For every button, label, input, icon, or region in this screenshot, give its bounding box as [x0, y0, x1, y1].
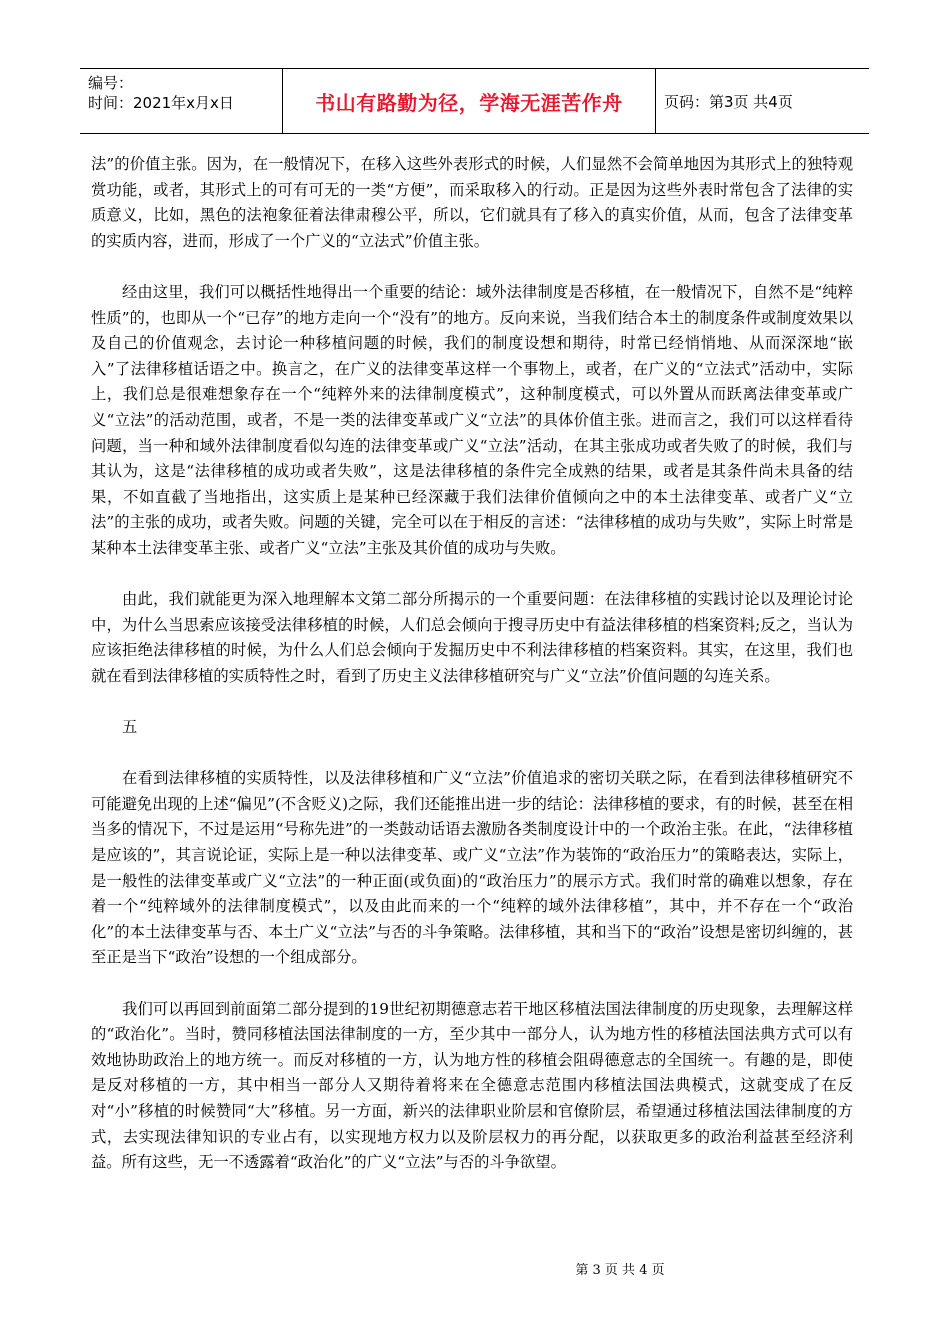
document-time-label: 时间：2021年x月x日 — [88, 94, 234, 112]
page-footer: 第 3 页 共 4 页 — [575, 1263, 665, 1278]
paragraph: 由此，我们就能更为深入地理解本文第二部分所揭示的一个重要问题：在法律移植的实践讨论以及理论讨论中，为什么当思索应该接受法律移植的时候，人们总会倾向于搜寻历史中有益法律移植的档案资料;反之，当认为应该拒绝法律移植的时候，为什么人们总会倾向于发掘历史中不利法律移植的档案资料。其实，在这里，我们也就在看到法律移植的实质特性之时，看到了历史主义法律移植研究与广义“立法”价值问题的勾连关系。 — [91, 590, 853, 685]
header-meta — [80, 69, 283, 133]
document-body — [91, 152, 853, 1201]
section-heading: 五 — [122, 718, 138, 737]
paragraph: 我们可以再回到前面第二部分提到的19世纪初期德意志若干地区移植法国法律制度的历史现象，去理解这样的“政治化”。当时，赞同移植法国法律制度的一方，至少其中一部分人，认为地方性的移植法国法典方式可以有效地协助政治上的地方统一。而反对移植的一方，认为地方性的移植会阻碍德意志的全国统一。有趣的是，即使是反对移植的一方，其中相当一部分人又期待着将来在全德意志范围内移植法国法典模式，这就变成了在反对“小”移植的时候赞同“大”移植。另一方面，新兴的法律职业阶层和官僚阶层，希望通过移植法国法律制度的方式，去实现法律知识的专业占有，以实现地方权力以及阶层权力的再分配，以获取更多的政治利益甚至经济利益。所有这些，无一不透露着“政治化”的广义“立法”与否的斗争欲望。 — [91, 999, 853, 1172]
header-page-info: 页码：第3页 共4页 — [664, 92, 793, 111]
paragraph: 在看到法律移植的实质特性，以及法律移植和广义“立法”价值追求的密切关联之际，在看到法律移植研究不可能避免出现的上述“偏见”(不含贬义)之际，我们还能推出进一步的结论：法律移植的要求，有的时候，甚至在相当多的情况下，不过是运用“号称先进”的一类鼓动话语去激励各类制度设计中的一个政治主张。在此，“法律移植是应该的”，其言说论证，实际上是一种以法律变革、或广义“立法”作为装饰的“政治压力”的策略表达，实际上，是一般性的法律变革或广义“立法”的一种正面(或负面)的“政治压力”的展示方式。我们时常的确难以想象，存在着一个“纯粹域外的法律制度模式”，以及由此而来的一个“纯粹的域外法律移植”，其中，并不存在一个“政治化”的本土法律变革与否、本土广义“立法”与否的斗争策略。法律移植，其和当下的“政治”设想是密切纠缠的，甚至正是当下“政治”设想的一个组成部分。 — [91, 769, 853, 967]
paragraph: 法”的价值主张。因为，在一般情况下，在移入这些外表形式的时候，人们显然不会简单地因为其形式上的独特观赏功能，或者，其形式上的可有可无的一类“方便”，而采取移入的行动。正是因为这些外表时常包含了法律的实质意义，比如，黑色的法袍象征着法律肃穆公平，所以，它们就具有了移入的真实价值，从而，包含了法律变革的实质内容，进而，形成了一个广义的“立法式”价值主张。 — [91, 155, 853, 250]
header-motto: 书山有路勤为径，学海无涯苦作舟 — [283, 69, 656, 133]
paragraph: 经由这里，我们可以概括性地得出一个重要的结论：域外法律制度是否移植，在一般情况下，自然不是“纯粹性质”的，也即从一个“已存”的地方走向一个“没有”的地方。反向来说，当我们结合本土的制度条件或制度效果以及自己的价值观念，去讨论一种移植问题的时候，我们的制度设想和期待，时常已经悄悄地、从而深深地“嵌入”了法律移植话语之中。换言之，在广义的法律变革这样一个事物上，或者，在广义的“立法式”活动中，实际上，我们总是很难想象存在一个“纯粹外来的法律制度模式”，这种制度模式，可以外置从而跃离法律变革或广义“立法”的活动范围，或者，不是一类的法律变革或广义“立法”的具体价值主张。进而言之，我们可以这样看待问题，当一种和域外法律制度看似勾连的法律变革或广义“立法”活动，在其主张成功或者失败了的时候，我们与其认为，这是“法律移植的成功或者失败”，这是法律移植的条件完全成熟的结果，或者是其条件尚未具备的结果，不如直截了当地指出，这实质上是某种已经深藏于我们法律价值倾向之中的本土法律变革、或者广义“立法”的主张的成功，或者失败。问题的关键，完全可以在于相反的言述：“法律移植的成功与失败”，实际上时常是某种本土法律变革主张、或者广义“立法”主张及其价值的成功与失败。 — [91, 282, 853, 557]
page-header — [80, 68, 869, 134]
document-number-label: 编号： — [88, 74, 134, 92]
